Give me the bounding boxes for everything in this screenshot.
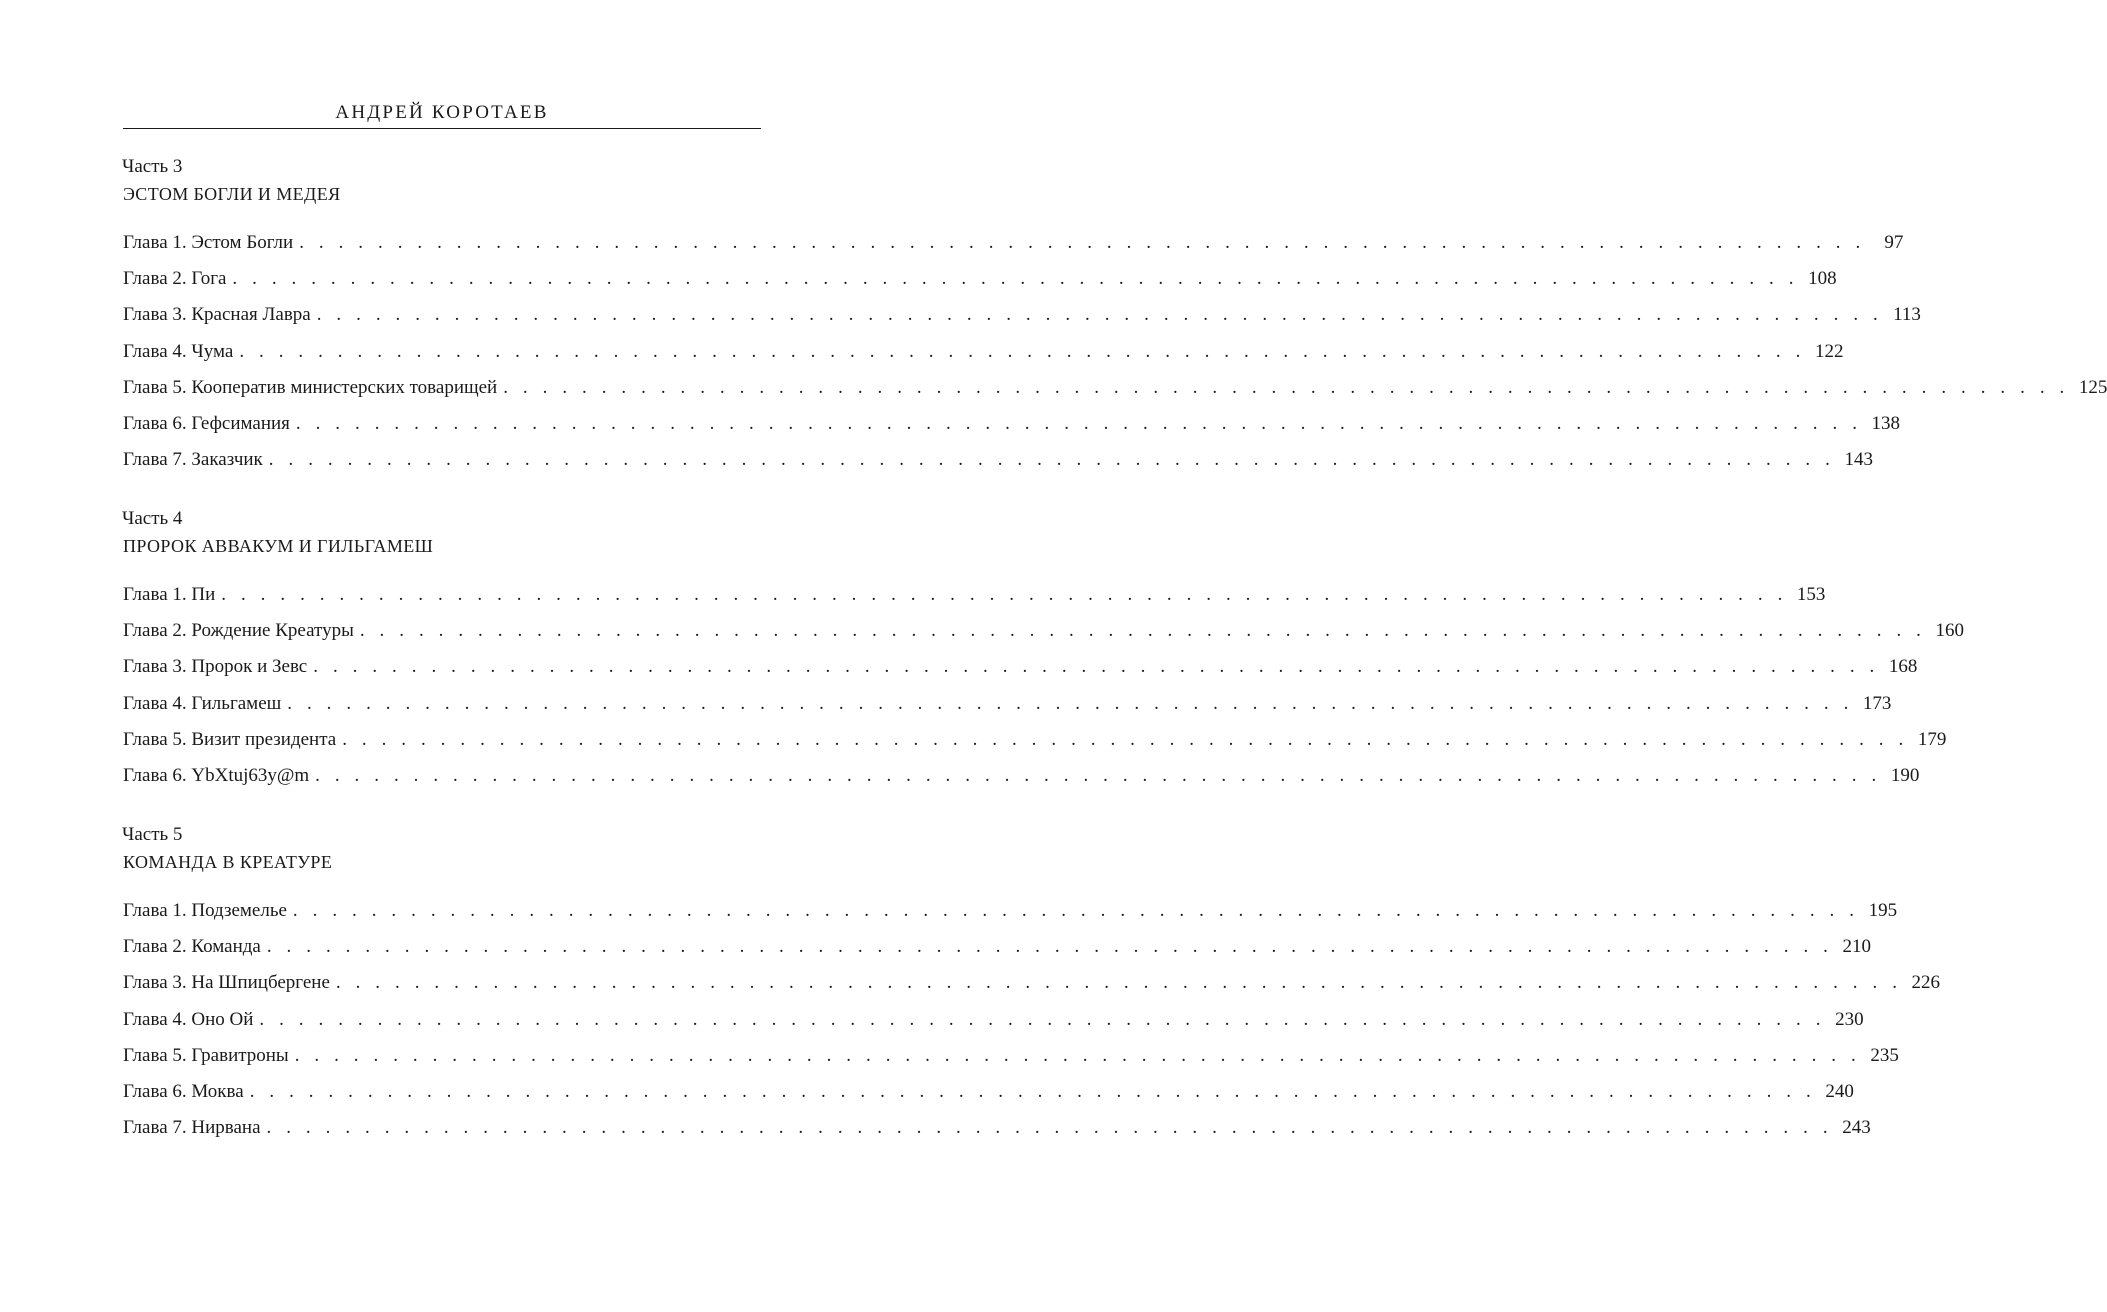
page-number: 243 bbox=[1842, 1117, 1871, 1139]
dot-leader: . . . . . . . . . . . . . . . . . . . . . . . . . . . . . . . . . . . . . . . . . . . . . . . . . . . . . . . . . . . . . . . . . . . . . . . . . . . . . . . . bbox=[294, 1044, 1861, 1066]
toc-entry[interactable] bbox=[123, 265, 1837, 301]
part-5 bbox=[122, 823, 1941, 1150]
dot-leader: . . . . . . . . . . . . . . . . . . . . . . . . . . . . . . . . . . . . . . . . . . . . . . . . . . . . . . . . . . . . . . . . . . . . . . . . . . . . . . . . bbox=[292, 900, 1860, 921]
part-label: Часть 4 bbox=[122, 508, 183, 529]
dot-leader: . . . . . . . . . . . . . . . . . . . . . . . . . . . . . . . . . . . . . . . . . . . . . . . . . . . . . . . . . . . . . . . . . . . . . . . . . . . . . . . . bbox=[359, 620, 1926, 642]
toc-entry[interactable] bbox=[123, 897, 1898, 933]
dot-leader: . . . . . . . . . . . . . . . . . . . . . . . . . . . . . . . . . . . . . . . . . . . . . . . . . . . . . . . . . . . . . . . . . . . . . . . . . . . . . . . . bbox=[221, 584, 1788, 605]
chapter-list bbox=[123, 581, 1964, 798]
page-number: 160 bbox=[1935, 620, 1964, 642]
chapter-title: Глава 7. Нирвана bbox=[123, 1117, 261, 1139]
page-number: 138 bbox=[1871, 412, 1901, 434]
chapter-title: Глава 1. Подземелье bbox=[123, 900, 287, 921]
part-label: Часть 5 bbox=[122, 824, 183, 845]
page-number: 195 bbox=[1868, 900, 1898, 921]
toc-entry[interactable] bbox=[123, 690, 1892, 726]
dot-leader: . . . . . . . . . . . . . . . . . . . . . . . . . . . . . . . . . . . . . . . . . . . . . . . . . . . . . . . . . . . . . . . . . . . . . . . . . . . . . . . . bbox=[316, 304, 1883, 326]
part-title: КОМАНДА В КРЕАТУРЕ bbox=[123, 852, 333, 872]
toc-entry[interactable] bbox=[123, 762, 1920, 798]
part-4 bbox=[122, 507, 1964, 798]
page-number: 226 bbox=[1911, 972, 1941, 994]
page-number: 108 bbox=[1808, 268, 1837, 290]
page-number: 173 bbox=[1862, 692, 1892, 714]
page-number: 210 bbox=[1842, 936, 1871, 958]
chapter-list bbox=[123, 229, 2107, 482]
toc-entry[interactable] bbox=[123, 726, 1947, 762]
toc-entry[interactable] bbox=[123, 410, 1901, 446]
part-label: Часть 3 bbox=[122, 156, 183, 177]
toc-entry[interactable] bbox=[123, 933, 1871, 969]
dot-leader: . . . . . . . . . . . . . . . . . . . . . . . . . . . . . . . . . . . . . . . . . . . . . . . . . . . . . . . . . . . . . . . . . . . . . . . . . . . . . . . . bbox=[268, 449, 1835, 471]
toc-entry[interactable] bbox=[123, 338, 1844, 374]
chapter-title: Глава 3. На Шпицбергене bbox=[123, 972, 330, 994]
chapter-title: Глава 3. Красная Лавра bbox=[123, 304, 311, 326]
dot-leader: . . . . . . . . . . . . . . . . . . . . . . . . . . . . . . . . . . . . . . . . . . . . . . . . . . . . . . . . . . . . . . . . . . . . . . . . . . . . . . . . bbox=[287, 692, 1854, 714]
dot-leader: . . . . . . . . . . . . . . . . . . . . . . . . . . . . . . . . . . . . . . . . . . . . . . . . . . . . . . . . . . . . . . . . . . . . . . . . . . . . . . . . bbox=[342, 728, 1909, 750]
page-number: 122 bbox=[1814, 340, 1844, 362]
toc-entry[interactable] bbox=[123, 446, 1873, 482]
toc-entry[interactable] bbox=[123, 617, 1964, 653]
dot-leader: . . . . . . . . . . . . . . . . . . . . . . . . . . . . . . . . . . . . . . . . . . . . . . . . . . . . . . . . . . . . . . . . . . . . . . . . . . . . . . . . bbox=[335, 972, 1903, 994]
chapter-title: Глава 1. Пи bbox=[123, 584, 216, 605]
chapter-title: Глава 4. Оно Ой bbox=[123, 1008, 254, 1030]
page-number: 143 bbox=[1844, 449, 1873, 471]
chapter-title: Глава 7. Заказчик bbox=[123, 449, 263, 471]
chapter-title: Глава 6. Моква bbox=[123, 1080, 244, 1102]
running-head: АНДРЕЙ КОРОТАЕВ bbox=[335, 102, 549, 123]
dot-leader: . . . . . . . . . . . . . . . . . . . . . . . . . . . . . . . . . . . . . . . . . . . . . . . . . . . . . . . . . . . . . . . . . . . . . . . . . . . . . . . . bbox=[503, 376, 2070, 398]
page-number: 179 bbox=[1917, 728, 1947, 750]
page-number: 240 bbox=[1825, 1080, 1854, 1102]
toc-entry[interactable] bbox=[123, 1114, 1871, 1150]
page-number: 230 bbox=[1835, 1008, 1864, 1030]
chapter-title: Глава 2. Гога bbox=[123, 268, 227, 290]
toc-entry[interactable] bbox=[123, 301, 1921, 337]
toc-entry[interactable] bbox=[123, 581, 1826, 617]
toc-entry[interactable] bbox=[123, 653, 1918, 689]
dot-leader: . . . . . . . . . . . . . . . . . . . . . . . . . . . . . . . . . . . . . . . . . . . . . . . . . . . . . . . . . . . . . . . . . . . . . . . . . . . . . . . . bbox=[232, 268, 1799, 290]
dot-leader: . . . . . . . . . . . . . . . . . . . . . . . . . . . . . . . . . . . . . . . . . . . . . . . . . . . . . . . . . . . . . . . . . . . . . . . . . . . . . . . . bbox=[299, 232, 1866, 253]
chapter-title: Глава 5. Визит президента bbox=[123, 728, 337, 750]
page-number: 235 bbox=[1870, 1044, 1899, 1066]
chapter-title: Глава 4. Чума bbox=[123, 340, 234, 362]
toc-entry[interactable] bbox=[123, 969, 1941, 1005]
toc-entry[interactable] bbox=[123, 1006, 1864, 1042]
chapter-title: Глава 1. Эстом Богли bbox=[123, 232, 294, 253]
part-title: ПРОРОК АВВАКУМ И ГИЛЬГАМЕШ bbox=[123, 536, 434, 556]
chapter-title: Глава 6. YbXtuj63y@m bbox=[123, 764, 310, 786]
dot-leader: . . . . . . . . . . . . . . . . . . . . . . . . . . . . . . . . . . . . . . . . . . . . . . . . . . . . . . . . . . . . . . . . . . . . . . . . . . . . . . . . bbox=[249, 1080, 1816, 1102]
page-number: 153 bbox=[1796, 584, 1826, 605]
dot-leader: . . . . . . . . . . . . . . . . . . . . . . . . . . . . . . . . . . . . . . . . . . . . . . . . . . . . . . . . . . . . . . . . . . . . . . . . . . . . . . . . bbox=[266, 936, 1833, 958]
dot-leader: . . . . . . . . . . . . . . . . . . . . . . . . . . . . . . . . . . . . . . . . . . . . . . . . . . . . . . . . . . . . . . . . . . . . . . . . . . . . . . . . bbox=[313, 656, 1880, 678]
chapter-title: Глава 5. Кооператив министерских товарищей bbox=[123, 376, 498, 398]
chapter-title: Глава 2. Команда bbox=[123, 936, 261, 958]
chapter-title: Глава 4. Гильгамеш bbox=[123, 692, 282, 714]
part-title: ЭСТОМ БОГЛИ И МЕДЕЯ bbox=[123, 184, 341, 204]
header-rule bbox=[123, 128, 761, 129]
page-number: 125 bbox=[2078, 376, 2107, 398]
page-number: 113 bbox=[1893, 304, 1921, 326]
toc-entry[interactable] bbox=[123, 1042, 1899, 1078]
dot-leader: . . . . . . . . . . . . . . . . . . . . . . . . . . . . . . . . . . . . . . . . . . . . . . . . . . . . . . . . . . . . . . . . . . . . . . . . . . . . . . . . bbox=[315, 764, 1882, 786]
chapter-list bbox=[123, 897, 1941, 1150]
page-number: 190 bbox=[1890, 764, 1920, 786]
page-number: 168 bbox=[1888, 656, 1918, 678]
chapter-title: Глава 6. Гефсимания bbox=[123, 412, 290, 434]
chapter-title: Глава 5. Гравитроны bbox=[123, 1044, 289, 1066]
toc-entry[interactable] bbox=[123, 229, 1904, 265]
chapter-title: Глава 2. Рождение Креатуры bbox=[123, 620, 354, 642]
toc-entry[interactable] bbox=[123, 1078, 1854, 1114]
part-3 bbox=[122, 155, 2107, 482]
page-number: 97 bbox=[1884, 232, 1904, 253]
chapter-title: Глава 3. Пророк и Зевс bbox=[123, 656, 308, 678]
dot-leader: . . . . . . . . . . . . . . . . . . . . . . . . . . . . . . . . . . . . . . . . . . . . . . . . . . . . . . . . . . . . . . . . . . . . . . . . . . . . . . . . bbox=[259, 1008, 1826, 1030]
dot-leader: . . . . . . . . . . . . . . . . . . . . . . . . . . . . . . . . . . . . . . . . . . . . . . . . . . . . . . . . . . . . . . . . . . . . . . . . . . . . . . . . bbox=[266, 1117, 1833, 1139]
toc-entry[interactable] bbox=[123, 374, 2107, 410]
dot-leader: . . . . . . . . . . . . . . . . . . . . . . . . . . . . . . . . . . . . . . . . . . . . . . . . . . . . . . . . . . . . . . . . . . . . . . . . . . . . . . . . bbox=[239, 340, 1806, 362]
dot-leader: . . . . . . . . . . . . . . . . . . . . . . . . . . . . . . . . . . . . . . . . . . . . . . . . . . . . . . . . . . . . . . . . . . . . . . . . . . . . . . . . bbox=[295, 412, 1863, 434]
